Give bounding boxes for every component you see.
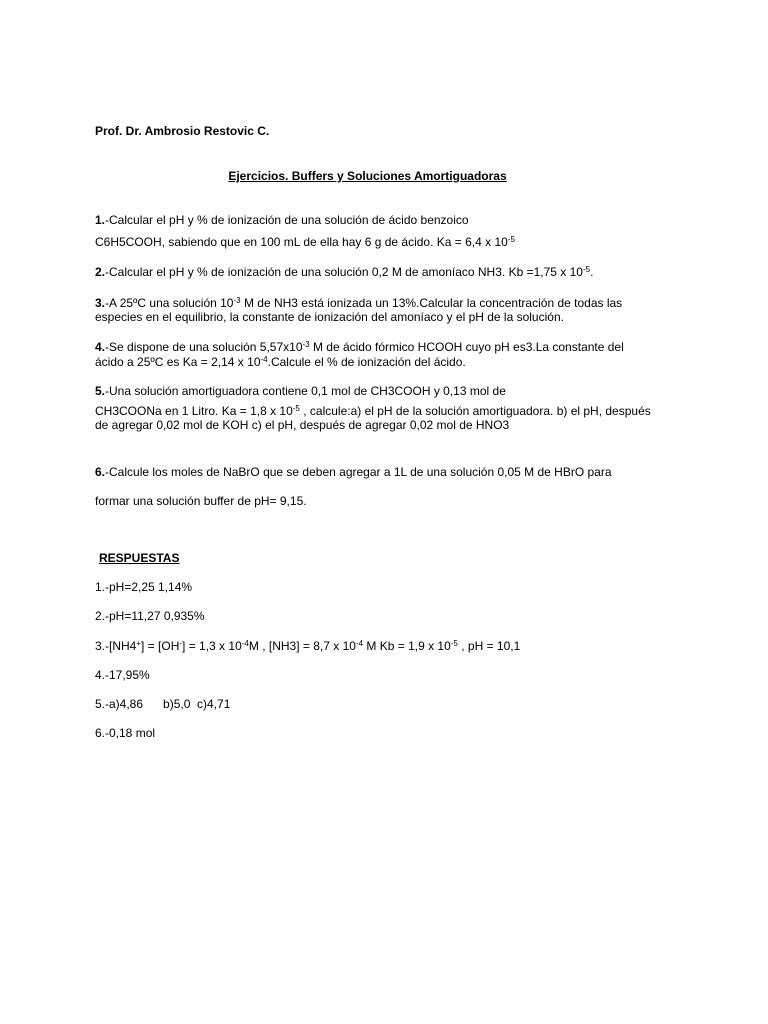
answer-text: 3.-[NH4 <box>95 639 137 653</box>
exercise-number: 2. <box>95 265 106 279</box>
answer-1: 1.-pH=2,25 1,14% <box>95 580 193 594</box>
exercise-text: -Una solución amortiguadora contiene 0,1 mol de CH3COOH y 0,13 mol de <box>105 384 506 398</box>
answer-text: , pH = 10,1 <box>457 639 521 653</box>
exercise-text: -A 25ºC una solución 10 <box>105 296 234 310</box>
exercise-3-line-2: especies en el equilibrio, la constante de ionización del amoníaco y el pH de la solución. <box>95 310 564 324</box>
exercise-5-line-2 <box>95 404 651 418</box>
exercise-text: -Se dispone de una solución 5,57x10 <box>105 340 303 354</box>
answer-text: ] = [OH <box>141 639 180 653</box>
exercise-text: M de NH3 está ionizada un 13%.Calcular la concentración de todas las <box>240 296 623 310</box>
exercise-4-line-2 <box>95 355 466 369</box>
exercise-1-line-2 <box>95 235 515 249</box>
exercise-number: 3. <box>95 296 106 310</box>
answer-2: 2.-pH=11,27 0,935% <box>95 609 205 623</box>
exercise-text: CH3COONa en 1 Litro. Ka = 1,8 x 10 <box>95 404 293 418</box>
exercise-number: 5. <box>95 384 106 398</box>
superscript: -5 <box>292 404 300 413</box>
superscript: - <box>179 639 183 648</box>
exercise-text: . <box>590 265 594 279</box>
answer-text: M , [NH3] = 8,7 x 10 <box>248 639 356 653</box>
exercise-3-line-1 <box>95 296 622 310</box>
exercise-number: 4. <box>95 340 106 354</box>
exercise-6-line-2: formar una solución buffer de pH= 9,15. <box>95 494 307 508</box>
answers-heading: RESPUESTAS <box>99 551 180 565</box>
answer-text: ] = 1,3 x 10 <box>182 639 242 653</box>
exercise-text: , calcule:a) el pH de la solución amortiguadora. b) el pH, después <box>299 404 651 418</box>
superscript: -4 <box>260 355 268 364</box>
superscript: -5 <box>450 639 458 648</box>
exercise-2-line-1 <box>95 265 593 279</box>
exercise-text: -Calcule los moles de NaBrO que se deben agregar a 1L de una solución 0,05 M de HBrO para <box>105 465 612 479</box>
document-title: Ejercicios. Buffers y Soluciones Amortiguadoras <box>228 169 507 183</box>
exercise-text: ácido a 25ºC es Ka = 2,14 x 10 <box>95 355 261 369</box>
superscript: -3 <box>233 296 241 305</box>
author: Prof. Dr. Ambrosio Restovic C. <box>95 124 270 138</box>
exercise-5-line-3: de agregar 0,02 mol de KOH c) el pH, después de agregar 0,02 mol de HNO3 <box>95 418 510 432</box>
exercise-text: M de ácido fórmico HCOOH cuyo pH es3.La constante del <box>309 340 624 354</box>
superscript: -3 <box>302 340 310 349</box>
superscript: -5 <box>507 235 515 244</box>
exercise-1-line-1 <box>95 213 469 227</box>
answer-4: 4.-17,95% <box>95 668 150 682</box>
exercise-text: C6H5COOH, sabiendo que en 100 mL de ella hay 6 g de ácido. Ka = 6,4 x 10 <box>95 235 508 249</box>
exercise-text: .Calcule el % de ionización del ácido. <box>267 355 466 369</box>
exercise-text: -Calcular el pH y % de ionización de una solución 0,2 M de amoníaco NH3. Kb =1,75 x 10 <box>105 265 583 279</box>
answer-3 <box>95 639 520 653</box>
answer-text: M Kb = 1,9 x 10 <box>363 639 451 653</box>
superscript: + <box>136 639 142 648</box>
superscript: -5 <box>582 265 591 274</box>
exercise-5-line-1 <box>95 384 506 398</box>
exercise-4-line-1 <box>95 340 624 354</box>
exercise-number: 1. <box>95 213 106 227</box>
superscript: -4 <box>241 639 249 648</box>
exercise-text: -Calcular el pH y % de ionización de una solución de ácido benzoico <box>105 213 469 227</box>
exercise-6-line-1 <box>95 465 612 479</box>
superscript: -4 <box>355 639 364 648</box>
answer-6: 6.-0,18 mol <box>95 726 156 740</box>
exercise-number: 6. <box>95 465 106 479</box>
answer-5: 5.-a)4,86 b)5,0 c)4,71 <box>95 697 231 711</box>
